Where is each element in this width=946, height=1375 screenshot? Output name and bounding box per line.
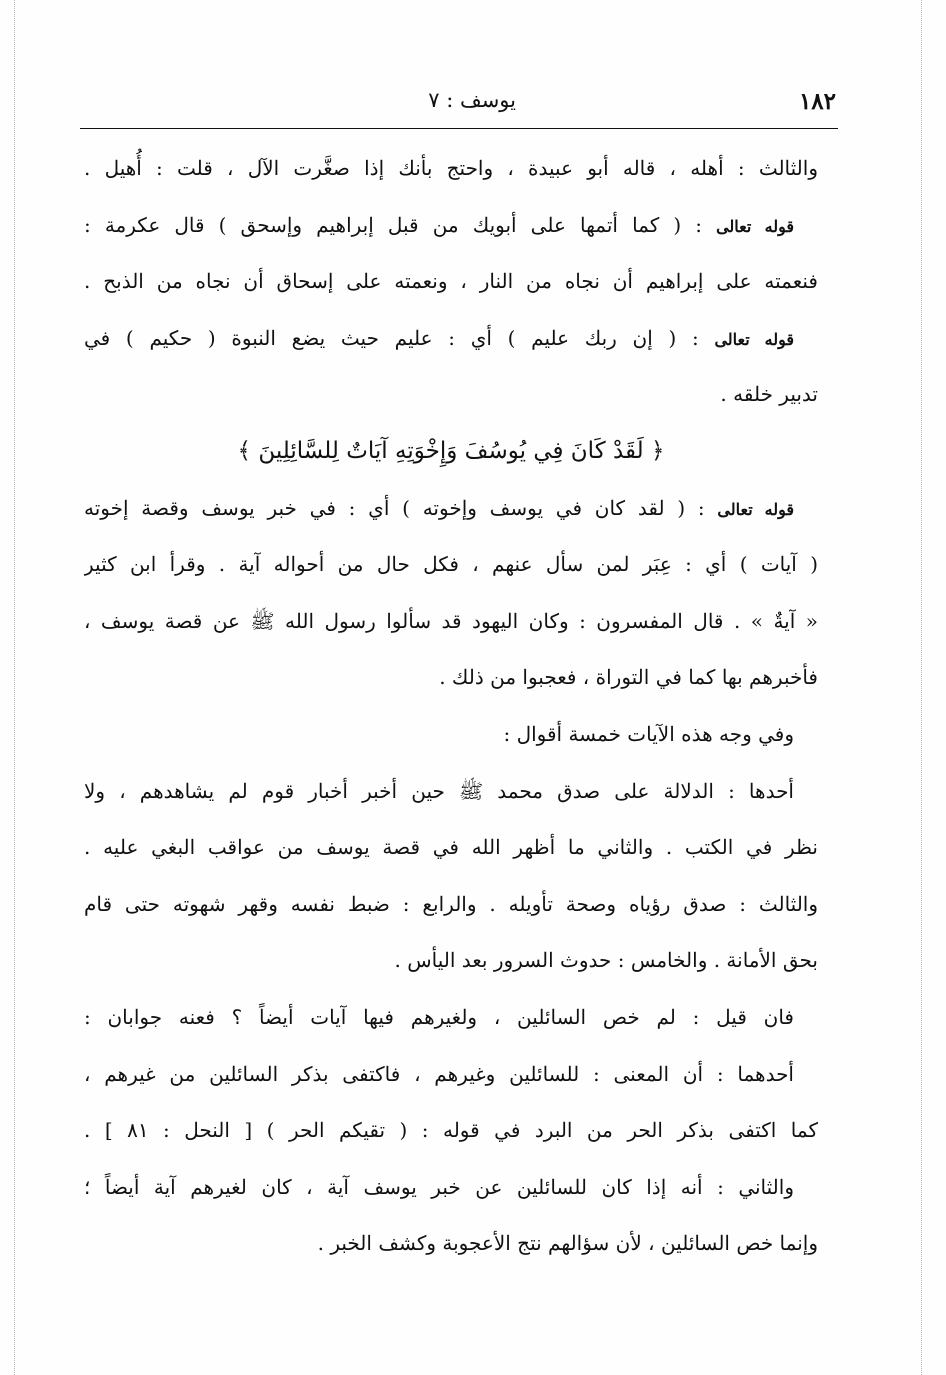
running-title: يوسف : ٧ — [428, 88, 516, 112]
page-header — [80, 88, 836, 122]
line-text: بحق الأمانة . والخامس : حدوث السرور بعد اليأس . — [394, 948, 818, 973]
page-number: ١٨٢ — [798, 88, 836, 115]
line-text: والثالث : صدق رؤياه وصحة تأويله . والرابع : ضبط نفسه وقهر شهوته حتى قام — [84, 891, 818, 916]
body-text — [84, 140, 818, 1272]
line-text: فنعمته على إبراهيم أن نجاه من النار ، ونعمته على إسحاق أن نجاه من الذبح . — [84, 269, 818, 294]
header-rule — [80, 128, 838, 129]
line-text: : ( لقد كان في يوسف وإخوته ) أي : في خبر يوسف وقصة إخوته — [84, 495, 705, 520]
line-text: والثالث : أهله ، قاله أبو عبيدة ، واحتج بأنك إذا صغَّرت الآل ، قلت : أُهيل . — [84, 156, 818, 180]
verse-lead: قوله تعالى — [716, 216, 795, 236]
line-text: وفي وجه هذه الآيات خمسة أقوال : — [503, 721, 794, 746]
line-text: والثاني : أنه إذا كان للسائلين عن خبر يوسف آية ، كان لغيرهم آية أيضاً ؛ — [84, 1174, 794, 1199]
text-line — [84, 480, 818, 537]
line-text: ( آيات ) أي : عِبَر لمن سأل عنهم ، فكل حال من أحواله آية . وقرأ ابن كثير — [84, 552, 818, 577]
text-line — [84, 536, 818, 593]
text-line — [84, 423, 818, 480]
text-line — [84, 876, 818, 933]
text-line — [84, 366, 818, 423]
text-line — [84, 763, 818, 820]
verse-lead: قوله تعالى — [717, 499, 794, 519]
text-line — [84, 310, 818, 367]
line-text: وإنما خص السائلين ، لأن سؤالهم نتج الأعجوبة وكشف الخبر . — [317, 1231, 818, 1256]
line-text: فأخبرهم بها كما في التوراة ، فعجبوا من ذلك . — [439, 665, 818, 690]
line-text: ﴿ لَقَدْ كَانَ فِي يُوسُفَ وَإِخْوَتِهِ آيَاتٌ لِلسَّائِلِينَ ﴾ — [237, 437, 665, 464]
text-line — [84, 1102, 818, 1159]
text-line — [84, 253, 818, 310]
text-line — [84, 819, 818, 876]
text-line — [84, 1046, 818, 1103]
text-line — [84, 1215, 818, 1272]
text-line — [84, 989, 818, 1046]
line-text: « آيةٌ » . قال المفسرون : وكان اليهود قد سألوا رسول الله ﷺ عن قصة يوسف ، — [84, 608, 818, 633]
line-text: أحدها : الدلالة على صدق محمد ﷺ حين أخبر أخبار قوم لم يشاهدهم ، ولا — [84, 778, 794, 803]
line-text: تدبير خلقه . — [720, 382, 818, 407]
text-line — [84, 593, 818, 650]
line-text: : ( كما أتمها على أبويك من قبل إبراهيم وإسحق ) قال عكرمة : — [84, 212, 702, 237]
text-line — [84, 649, 818, 706]
text-line — [84, 706, 818, 763]
scan-border-left — [14, 0, 15, 1375]
line-text: فان قيل : لم خص السائلين ، ولغيرهم فيها آيات أيضاً ؟ فعنه جوابان : — [84, 1004, 794, 1029]
line-text: كما اكتفى بذكر الحر من البرد في قوله : ( تقيكم الحر ) [ النحل : ٨١ ] . — [84, 1118, 818, 1143]
line-text: نظر في الكتب . والثاني ما أظهر الله في قصة يوسف من عواقب البغي عليه . — [84, 835, 818, 860]
verse-lead: قوله تعالى — [714, 329, 794, 349]
line-text: : ( إن ربك عليم ) أي : عليم حيث يضع النبوة ( حكيم ) في — [84, 325, 699, 350]
line-text: أحدهما : أن المعنى : للسائلين وغيرهم ، فاكتفى بذكر السائلين من غيرهم ، — [84, 1061, 794, 1086]
text-line — [84, 197, 818, 254]
text-line — [84, 1159, 818, 1216]
text-line — [84, 140, 818, 197]
scan-border-right — [921, 0, 922, 1375]
text-line — [84, 932, 818, 989]
